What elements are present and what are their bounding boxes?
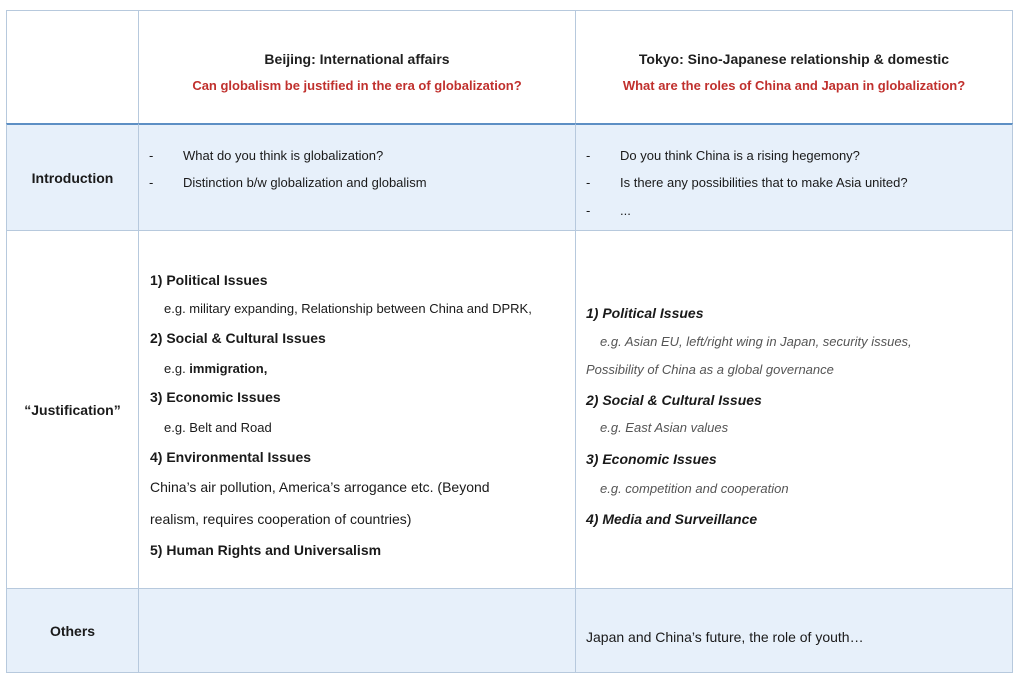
beijing-example-economic: e.g. Belt and Road: [164, 420, 272, 435]
tokyo-example-political-2: Possibility of China as a global governance: [586, 362, 834, 377]
beijing-example-political: e.g. military expanding, Relationship between China and DPRK,: [164, 301, 532, 316]
beijing-heading-economic: 3) Economic Issues: [150, 389, 281, 405]
beijing-heading-environmental: 4) Environmental Issues: [150, 449, 312, 465]
others-label: Others: [49, 622, 96, 639]
introduction-label: Introduction: [31, 169, 114, 186]
others-tokyo-cell: [575, 588, 1013, 673]
dash-marker: -: [149, 175, 154, 190]
beijing-example-environmental-1: China’s air pollution, America’s arrogance etc. (Beyond: [150, 479, 490, 495]
dash-marker: -: [149, 148, 154, 163]
beijing-heading-social: 2) Social & Cultural Issues: [150, 330, 326, 346]
tokyo-heading-media: 4) Media and Surveillance: [586, 511, 758, 527]
justification-beijing-cell: [138, 230, 576, 589]
beijing-question: Can globalism be justified in the era of globalization?: [192, 78, 522, 93]
discussion-table: [6, 10, 1013, 673]
beijing-title: Beijing: International affairs: [264, 51, 450, 67]
introduction-beijing-cell: - What do you think is globalization? - Distinction b/w globalization and globalism: [138, 123, 576, 231]
beijing-example-social: e.g. immigration,: [164, 361, 268, 376]
others-tokyo-text: Japan and China’s future, the role of youth…: [586, 629, 864, 645]
beijing-heading-political: 1) Political Issues: [150, 272, 268, 288]
justification-label: “Justification”: [24, 401, 121, 418]
beijing-heading-human-rights: 5) Human Rights and Universalism: [150, 542, 382, 558]
others-beijing-cell: [138, 588, 576, 673]
tokyo-header-cell: [575, 10, 1013, 124]
beijing-example-environmental-2: realism, requires cooperation of countries): [150, 511, 412, 527]
justification-tokyo-cell: [575, 230, 1013, 589]
beijing-header-cell: [138, 10, 576, 124]
others-label-cell: [6, 588, 139, 673]
tokyo-heading-political: 1) Political Issues: [586, 305, 704, 321]
tokyo-question: What are the roles of China and Japan in globalization?: [622, 78, 966, 93]
introduction-tokyo-cell: - Do you think China is a rising hegemony? - Is there any possibilities that to make Asia united? - ...: [575, 123, 1013, 231]
dash-marker: -: [586, 175, 591, 190]
tokyo-example-social: e.g. East Asian values: [600, 420, 729, 435]
tokyo-heading-economic: 3) Economic Issues: [586, 451, 717, 467]
header-empty-cell: [6, 10, 139, 124]
tokyo-title: Tokyo: Sino-Japanese relationship & domestic: [638, 51, 950, 67]
dash-marker: -: [586, 203, 591, 218]
justification-label-cell: [6, 230, 139, 589]
tokyo-heading-social: 2) Social & Cultural Issues: [586, 392, 762, 408]
dash-marker: -: [586, 148, 591, 163]
tokyo-example-economic: e.g. competition and cooperation: [600, 481, 789, 496]
introduction-label-cell: [6, 123, 139, 231]
tokyo-example-political-1: e.g. Asian EU, left/right wing in Japan, security issues,: [600, 334, 912, 349]
